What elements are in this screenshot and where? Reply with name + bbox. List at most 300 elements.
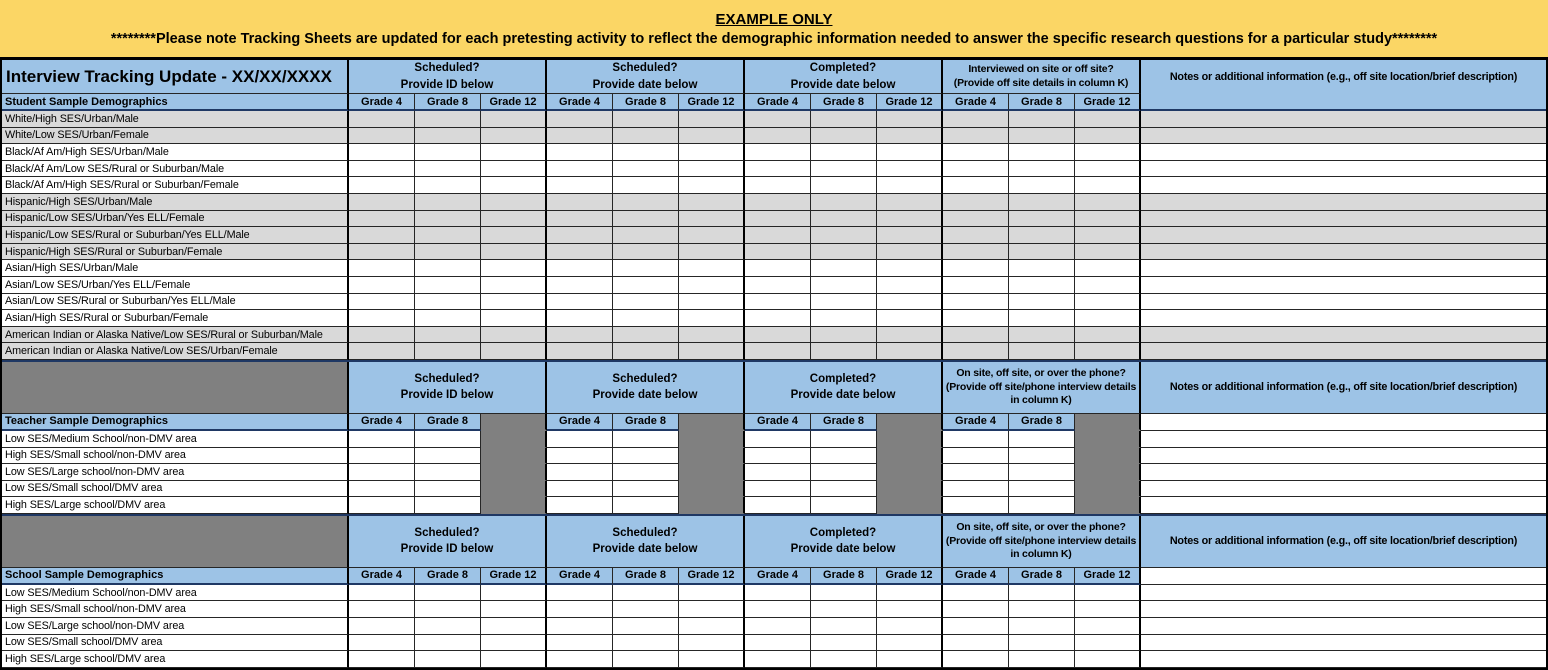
grade-entry-cell[interactable] <box>1009 601 1075 618</box>
grade-entry-cell[interactable] <box>1075 244 1141 261</box>
notes-entry-cell[interactable] <box>1141 128 1546 145</box>
grade-entry-cell[interactable] <box>1009 343 1075 360</box>
grade-entry-cell[interactable] <box>481 635 547 652</box>
grade-entry-cell[interactable] <box>613 310 679 327</box>
grade-entry-cell[interactable] <box>349 327 415 344</box>
grade-entry-cell[interactable] <box>1075 177 1141 194</box>
grade-entry-cell[interactable] <box>547 343 613 360</box>
notes-entry-cell[interactable] <box>1141 227 1546 244</box>
grade-entry-cell[interactable] <box>415 244 481 261</box>
grade-entry-cell[interactable] <box>349 211 415 228</box>
grade-entry-cell[interactable] <box>943 177 1009 194</box>
grade-entry-cell[interactable] <box>349 144 415 161</box>
grade-entry-cell[interactable] <box>811 651 877 668</box>
grade-entry-cell[interactable] <box>745 260 811 277</box>
grade-entry-cell[interactable] <box>1009 128 1075 145</box>
grade-entry-cell[interactable] <box>415 585 481 602</box>
grade-entry-cell[interactable] <box>1075 651 1141 668</box>
grade-entry-cell[interactable] <box>547 585 613 602</box>
grade-entry-cell[interactable] <box>1009 448 1075 465</box>
grade-entry-cell[interactable] <box>943 618 1009 635</box>
grade-entry-cell[interactable] <box>415 448 481 465</box>
grade-entry-cell[interactable] <box>415 481 481 498</box>
grade-entry-cell[interactable] <box>877 161 943 178</box>
grade-entry-cell[interactable] <box>679 161 745 178</box>
grade-entry-cell[interactable] <box>481 310 547 327</box>
grade-entry-cell[interactable] <box>349 128 415 145</box>
grade-entry-cell[interactable] <box>349 294 415 311</box>
grade-entry-cell[interactable] <box>943 585 1009 602</box>
grade-entry-cell[interactable] <box>1075 601 1141 618</box>
grade-entry-cell[interactable] <box>745 194 811 211</box>
notes-entry-cell[interactable] <box>1141 635 1546 652</box>
grade-entry-cell[interactable] <box>481 294 547 311</box>
grade-entry-cell[interactable] <box>613 244 679 261</box>
grade-entry-cell[interactable] <box>415 161 481 178</box>
grade-entry-cell[interactable] <box>415 111 481 128</box>
grade-entry-cell[interactable] <box>745 327 811 344</box>
grade-entry-cell[interactable] <box>481 601 547 618</box>
grade-entry-cell[interactable] <box>811 161 877 178</box>
grade-entry-cell[interactable] <box>943 481 1009 498</box>
grade-entry-cell[interactable] <box>481 161 547 178</box>
grade-entry-cell[interactable] <box>1009 310 1075 327</box>
notes-entry-cell[interactable] <box>1141 448 1546 465</box>
notes-entry-cell[interactable] <box>1141 497 1546 514</box>
grade-entry-cell[interactable] <box>1009 111 1075 128</box>
grade-entry-cell[interactable] <box>679 277 745 294</box>
notes-entry-cell[interactable] <box>1141 177 1546 194</box>
grade-entry-cell[interactable] <box>811 277 877 294</box>
grade-entry-cell[interactable] <box>1075 111 1141 128</box>
grade-entry-cell[interactable] <box>547 310 613 327</box>
grade-entry-cell[interactable] <box>1009 211 1075 228</box>
grade-entry-cell[interactable] <box>613 464 679 481</box>
grade-entry-cell[interactable] <box>745 635 811 652</box>
grade-entry-cell[interactable] <box>1009 635 1075 652</box>
grade-entry-cell[interactable] <box>547 431 613 448</box>
grade-entry-cell[interactable] <box>745 177 811 194</box>
notes-entry-cell[interactable] <box>1141 568 1546 585</box>
grade-entry-cell[interactable] <box>877 618 943 635</box>
grade-entry-cell[interactable] <box>745 464 811 481</box>
grade-entry-cell[interactable] <box>349 585 415 602</box>
grade-entry-cell[interactable] <box>877 260 943 277</box>
grade-entry-cell[interactable] <box>547 244 613 261</box>
grade-entry-cell[interactable] <box>811 635 877 652</box>
grade-entry-cell[interactable] <box>679 294 745 311</box>
grade-entry-cell[interactable] <box>415 343 481 360</box>
grade-entry-cell[interactable] <box>1009 194 1075 211</box>
grade-entry-cell[interactable] <box>415 128 481 145</box>
grade-entry-cell[interactable] <box>943 211 1009 228</box>
grade-entry-cell[interactable] <box>415 651 481 668</box>
notes-entry-cell[interactable] <box>1141 327 1546 344</box>
grade-entry-cell[interactable] <box>349 260 415 277</box>
grade-entry-cell[interactable] <box>415 464 481 481</box>
grade-entry-cell[interactable] <box>811 227 877 244</box>
grade-entry-cell[interactable] <box>547 144 613 161</box>
grade-entry-cell[interactable] <box>349 635 415 652</box>
grade-entry-cell[interactable] <box>811 144 877 161</box>
grade-entry-cell[interactable] <box>877 343 943 360</box>
grade-entry-cell[interactable] <box>943 144 1009 161</box>
grade-entry-cell[interactable] <box>877 277 943 294</box>
grade-entry-cell[interactable] <box>1009 327 1075 344</box>
grade-entry-cell[interactable] <box>613 111 679 128</box>
grade-entry-cell[interactable] <box>481 194 547 211</box>
grade-entry-cell[interactable] <box>613 227 679 244</box>
grade-entry-cell[interactable] <box>547 481 613 498</box>
notes-entry-cell[interactable] <box>1141 111 1546 128</box>
grade-entry-cell[interactable] <box>349 244 415 261</box>
grade-entry-cell[interactable] <box>481 128 547 145</box>
grade-entry-cell[interactable] <box>481 327 547 344</box>
grade-entry-cell[interactable] <box>811 310 877 327</box>
grade-entry-cell[interactable] <box>1075 310 1141 327</box>
grade-entry-cell[interactable] <box>679 111 745 128</box>
grade-entry-cell[interactable] <box>811 111 877 128</box>
grade-entry-cell[interactable] <box>877 601 943 618</box>
notes-entry-cell[interactable] <box>1141 277 1546 294</box>
grade-entry-cell[interactable] <box>745 128 811 145</box>
grade-entry-cell[interactable] <box>679 310 745 327</box>
grade-entry-cell[interactable] <box>547 327 613 344</box>
notes-entry-cell[interactable] <box>1141 144 1546 161</box>
grade-entry-cell[interactable] <box>613 327 679 344</box>
grade-entry-cell[interactable] <box>943 310 1009 327</box>
grade-entry-cell[interactable] <box>943 277 1009 294</box>
grade-entry-cell[interactable] <box>1009 260 1075 277</box>
grade-entry-cell[interactable] <box>349 448 415 465</box>
grade-entry-cell[interactable] <box>745 161 811 178</box>
grade-entry-cell[interactable] <box>877 111 943 128</box>
grade-entry-cell[interactable] <box>877 310 943 327</box>
grade-entry-cell[interactable] <box>811 244 877 261</box>
grade-entry-cell[interactable] <box>1075 227 1141 244</box>
grade-entry-cell[interactable] <box>415 327 481 344</box>
grade-entry-cell[interactable] <box>415 601 481 618</box>
grade-entry-cell[interactable] <box>679 144 745 161</box>
grade-entry-cell[interactable] <box>1075 211 1141 228</box>
grade-entry-cell[interactable] <box>943 343 1009 360</box>
grade-entry-cell[interactable] <box>1009 227 1075 244</box>
grade-entry-cell[interactable] <box>679 651 745 668</box>
grade-entry-cell[interactable] <box>349 651 415 668</box>
grade-entry-cell[interactable] <box>415 277 481 294</box>
notes-entry-cell[interactable] <box>1141 211 1546 228</box>
grade-entry-cell[interactable] <box>547 448 613 465</box>
grade-entry-cell[interactable] <box>877 585 943 602</box>
grade-entry-cell[interactable] <box>415 497 481 514</box>
grade-entry-cell[interactable] <box>745 227 811 244</box>
grade-entry-cell[interactable] <box>349 618 415 635</box>
grade-entry-cell[interactable] <box>1075 294 1141 311</box>
grade-entry-cell[interactable] <box>877 177 943 194</box>
grade-entry-cell[interactable] <box>679 343 745 360</box>
grade-entry-cell[interactable] <box>943 448 1009 465</box>
notes-entry-cell[interactable] <box>1141 343 1546 360</box>
grade-entry-cell[interactable] <box>415 635 481 652</box>
grade-entry-cell[interactable] <box>943 161 1009 178</box>
grade-entry-cell[interactable] <box>943 464 1009 481</box>
grade-entry-cell[interactable] <box>943 601 1009 618</box>
grade-entry-cell[interactable] <box>1009 161 1075 178</box>
grade-entry-cell[interactable] <box>1009 481 1075 498</box>
grade-entry-cell[interactable] <box>877 244 943 261</box>
grade-entry-cell[interactable] <box>1075 327 1141 344</box>
grade-entry-cell[interactable] <box>481 260 547 277</box>
grade-entry-cell[interactable] <box>1009 177 1075 194</box>
grade-entry-cell[interactable] <box>745 585 811 602</box>
grade-entry-cell[interactable] <box>745 211 811 228</box>
grade-entry-cell[interactable] <box>1075 343 1141 360</box>
grade-entry-cell[interactable] <box>547 651 613 668</box>
grade-entry-cell[interactable] <box>415 618 481 635</box>
grade-entry-cell[interactable] <box>613 343 679 360</box>
grade-entry-cell[interactable] <box>745 481 811 498</box>
grade-entry-cell[interactable] <box>1075 144 1141 161</box>
grade-entry-cell[interactable] <box>943 651 1009 668</box>
grade-entry-cell[interactable] <box>349 227 415 244</box>
grade-entry-cell[interactable] <box>349 431 415 448</box>
grade-entry-cell[interactable] <box>547 618 613 635</box>
grade-entry-cell[interactable] <box>943 260 1009 277</box>
grade-entry-cell[interactable] <box>943 635 1009 652</box>
grade-entry-cell[interactable] <box>745 497 811 514</box>
grade-entry-cell[interactable] <box>811 481 877 498</box>
grade-entry-cell[interactable] <box>679 585 745 602</box>
grade-entry-cell[interactable] <box>547 294 613 311</box>
grade-entry-cell[interactable] <box>943 327 1009 344</box>
grade-entry-cell[interactable] <box>481 144 547 161</box>
grade-entry-cell[interactable] <box>349 497 415 514</box>
grade-entry-cell[interactable] <box>547 111 613 128</box>
grade-entry-cell[interactable] <box>415 227 481 244</box>
grade-entry-cell[interactable] <box>745 277 811 294</box>
grade-entry-cell[interactable] <box>877 194 943 211</box>
grade-entry-cell[interactable] <box>679 635 745 652</box>
grade-entry-cell[interactable] <box>811 211 877 228</box>
notes-entry-cell[interactable] <box>1141 294 1546 311</box>
grade-entry-cell[interactable] <box>943 194 1009 211</box>
grade-entry-cell[interactable] <box>613 277 679 294</box>
grade-entry-cell[interactable] <box>349 161 415 178</box>
grade-entry-cell[interactable] <box>481 585 547 602</box>
grade-entry-cell[interactable] <box>679 177 745 194</box>
grade-entry-cell[interactable] <box>481 277 547 294</box>
notes-entry-cell[interactable] <box>1141 244 1546 261</box>
grade-entry-cell[interactable] <box>943 111 1009 128</box>
grade-entry-cell[interactable] <box>679 227 745 244</box>
grade-entry-cell[interactable] <box>415 211 481 228</box>
grade-entry-cell[interactable] <box>547 601 613 618</box>
notes-entry-cell[interactable] <box>1141 310 1546 327</box>
grade-entry-cell[interactable] <box>349 464 415 481</box>
grade-entry-cell[interactable] <box>613 481 679 498</box>
grade-entry-cell[interactable] <box>1009 294 1075 311</box>
grade-entry-cell[interactable] <box>1075 618 1141 635</box>
notes-entry-cell[interactable] <box>1141 194 1546 211</box>
grade-entry-cell[interactable] <box>877 128 943 145</box>
notes-entry-cell[interactable] <box>1141 651 1546 668</box>
grade-entry-cell[interactable] <box>1075 277 1141 294</box>
grade-entry-cell[interactable] <box>547 194 613 211</box>
grade-entry-cell[interactable] <box>1075 161 1141 178</box>
grade-entry-cell[interactable] <box>811 294 877 311</box>
grade-entry-cell[interactable] <box>877 294 943 311</box>
grade-entry-cell[interactable] <box>415 431 481 448</box>
grade-entry-cell[interactable] <box>745 144 811 161</box>
grade-entry-cell[interactable] <box>1075 260 1141 277</box>
grade-entry-cell[interactable] <box>613 294 679 311</box>
grade-entry-cell[interactable] <box>943 128 1009 145</box>
grade-entry-cell[interactable] <box>811 497 877 514</box>
grade-entry-cell[interactable] <box>547 128 613 145</box>
grade-entry-cell[interactable] <box>745 294 811 311</box>
grade-entry-cell[interactable] <box>1075 635 1141 652</box>
grade-entry-cell[interactable] <box>613 260 679 277</box>
grade-entry-cell[interactable] <box>415 144 481 161</box>
grade-entry-cell[interactable] <box>877 227 943 244</box>
notes-entry-cell[interactable] <box>1141 585 1546 602</box>
grade-entry-cell[interactable] <box>613 497 679 514</box>
grade-entry-cell[interactable] <box>547 497 613 514</box>
grade-entry-cell[interactable] <box>745 618 811 635</box>
grade-entry-cell[interactable] <box>679 244 745 261</box>
grade-entry-cell[interactable] <box>1075 585 1141 602</box>
grade-entry-cell[interactable] <box>349 310 415 327</box>
grade-entry-cell[interactable] <box>1009 244 1075 261</box>
grade-entry-cell[interactable] <box>547 177 613 194</box>
grade-entry-cell[interactable] <box>745 601 811 618</box>
grade-entry-cell[interactable] <box>745 431 811 448</box>
grade-entry-cell[interactable] <box>415 177 481 194</box>
grade-entry-cell[interactable] <box>811 343 877 360</box>
grade-entry-cell[interactable] <box>613 635 679 652</box>
grade-entry-cell[interactable] <box>547 635 613 652</box>
grade-entry-cell[interactable] <box>1009 277 1075 294</box>
grade-entry-cell[interactable] <box>349 343 415 360</box>
grade-entry-cell[interactable] <box>745 310 811 327</box>
grade-entry-cell[interactable] <box>1009 144 1075 161</box>
notes-entry-cell[interactable] <box>1141 414 1546 431</box>
grade-entry-cell[interactable] <box>613 194 679 211</box>
grade-entry-cell[interactable] <box>1009 497 1075 514</box>
grade-entry-cell[interactable] <box>613 128 679 145</box>
grade-entry-cell[interactable] <box>1075 194 1141 211</box>
grade-entry-cell[interactable] <box>1009 618 1075 635</box>
grade-entry-cell[interactable] <box>745 651 811 668</box>
grade-entry-cell[interactable] <box>745 244 811 261</box>
grade-entry-cell[interactable] <box>613 177 679 194</box>
grade-entry-cell[interactable] <box>349 111 415 128</box>
grade-entry-cell[interactable] <box>349 277 415 294</box>
grade-entry-cell[interactable] <box>613 144 679 161</box>
grade-entry-cell[interactable] <box>679 194 745 211</box>
grade-entry-cell[interactable] <box>613 618 679 635</box>
grade-entry-cell[interactable] <box>877 635 943 652</box>
grade-entry-cell[interactable] <box>679 618 745 635</box>
grade-entry-cell[interactable] <box>745 448 811 465</box>
grade-entry-cell[interactable] <box>1009 585 1075 602</box>
grade-entry-cell[interactable] <box>679 128 745 145</box>
grade-entry-cell[interactable] <box>811 177 877 194</box>
grade-entry-cell[interactable] <box>943 227 1009 244</box>
grade-entry-cell[interactable] <box>613 585 679 602</box>
grade-entry-cell[interactable] <box>481 618 547 635</box>
grade-entry-cell[interactable] <box>613 651 679 668</box>
grade-entry-cell[interactable] <box>613 431 679 448</box>
grade-entry-cell[interactable] <box>613 448 679 465</box>
grade-entry-cell[interactable] <box>547 161 613 178</box>
grade-entry-cell[interactable] <box>481 177 547 194</box>
grade-entry-cell[interactable] <box>811 260 877 277</box>
grade-entry-cell[interactable] <box>811 585 877 602</box>
grade-entry-cell[interactable] <box>811 601 877 618</box>
grade-entry-cell[interactable] <box>1009 464 1075 481</box>
grade-entry-cell[interactable] <box>613 601 679 618</box>
grade-entry-cell[interactable] <box>811 618 877 635</box>
grade-entry-cell[interactable] <box>349 481 415 498</box>
grade-entry-cell[interactable] <box>547 464 613 481</box>
grade-entry-cell[interactable] <box>481 227 547 244</box>
grade-entry-cell[interactable] <box>349 194 415 211</box>
grade-entry-cell[interactable] <box>415 310 481 327</box>
grade-entry-cell[interactable] <box>745 343 811 360</box>
notes-entry-cell[interactable] <box>1141 260 1546 277</box>
grade-entry-cell[interactable] <box>943 294 1009 311</box>
grade-entry-cell[interactable] <box>877 211 943 228</box>
notes-entry-cell[interactable] <box>1141 161 1546 178</box>
grade-entry-cell[interactable] <box>547 211 613 228</box>
grade-entry-cell[interactable] <box>1075 128 1141 145</box>
grade-entry-cell[interactable] <box>811 128 877 145</box>
grade-entry-cell[interactable] <box>679 211 745 228</box>
notes-entry-cell[interactable] <box>1141 618 1546 635</box>
grade-entry-cell[interactable] <box>679 601 745 618</box>
grade-entry-cell[interactable] <box>943 244 1009 261</box>
grade-entry-cell[interactable] <box>679 327 745 344</box>
grade-entry-cell[interactable] <box>547 260 613 277</box>
grade-entry-cell[interactable] <box>811 431 877 448</box>
notes-entry-cell[interactable] <box>1141 464 1546 481</box>
grade-entry-cell[interactable] <box>349 601 415 618</box>
grade-entry-cell[interactable] <box>943 431 1009 448</box>
grade-entry-cell[interactable] <box>811 194 877 211</box>
grade-entry-cell[interactable] <box>481 651 547 668</box>
grade-entry-cell[interactable] <box>415 260 481 277</box>
grade-entry-cell[interactable] <box>679 260 745 277</box>
grade-entry-cell[interactable] <box>811 448 877 465</box>
grade-entry-cell[interactable] <box>811 327 877 344</box>
grade-entry-cell[interactable] <box>613 161 679 178</box>
grade-entry-cell[interactable] <box>481 244 547 261</box>
grade-entry-cell[interactable] <box>877 651 943 668</box>
grade-entry-cell[interactable] <box>547 277 613 294</box>
notes-entry-cell[interactable] <box>1141 431 1546 448</box>
grade-entry-cell[interactable] <box>1009 651 1075 668</box>
grade-entry-cell[interactable] <box>349 177 415 194</box>
grade-entry-cell[interactable] <box>415 294 481 311</box>
notes-entry-cell[interactable] <box>1141 601 1546 618</box>
grade-entry-cell[interactable] <box>481 343 547 360</box>
notes-entry-cell[interactable] <box>1141 481 1546 498</box>
grade-entry-cell[interactable] <box>877 327 943 344</box>
grade-entry-cell[interactable] <box>481 211 547 228</box>
grade-entry-cell[interactable] <box>481 111 547 128</box>
grade-entry-cell[interactable] <box>877 144 943 161</box>
